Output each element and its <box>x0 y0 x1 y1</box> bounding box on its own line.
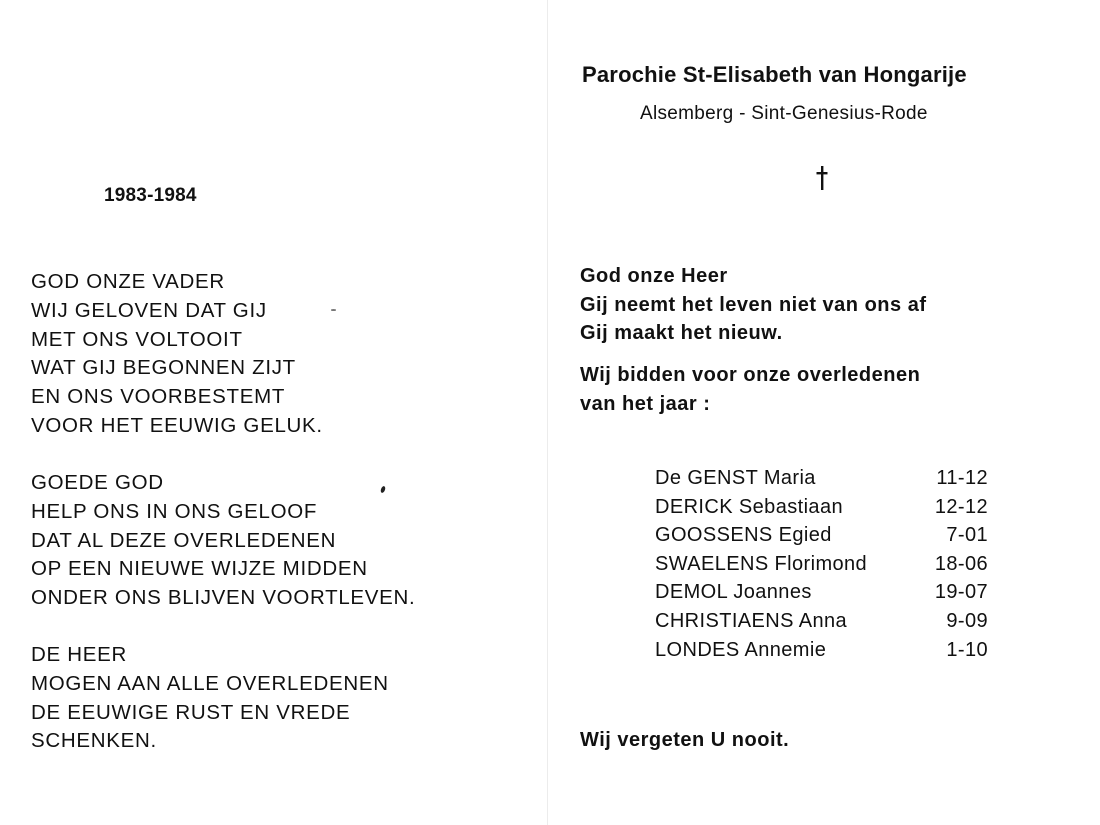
stanza-line: MET ONS VOLTOOIT <box>31 327 243 351</box>
parish-name: Parochie St-Elisabeth van Hongarije <box>582 62 967 87</box>
stanza-line: HELP ONS IN ONS GELOOF <box>31 499 318 523</box>
stanza-line: EN ONS VOORBESTEMT <box>31 385 286 409</box>
parish-location: Alsemberg - Sint-Genesius-Rode <box>640 103 928 124</box>
year-heading: 1983-1984 <box>104 185 197 206</box>
deceased-list <box>655 464 995 664</box>
deceased-date: 18-06 <box>934 552 988 575</box>
prayer-stanza-3 <box>31 641 389 756</box>
ink-speck <box>331 309 336 311</box>
deceased-date: 9-09 <box>946 609 988 632</box>
stanza-line: WAT GIJ BEGONNEN ZIJT <box>31 356 296 380</box>
deceased-name: De GENST Maria <box>655 467 816 489</box>
deceased-date: 1-10 <box>946 638 988 661</box>
cross-icon <box>815 166 829 190</box>
remembrance-intro <box>580 361 920 418</box>
deceased-entry <box>655 493 995 522</box>
prayer-line: Gij neemt het leven niet van ons af <box>580 293 927 316</box>
prayer-line: God onze Heer <box>580 265 728 287</box>
deceased-entry <box>655 521 995 550</box>
deceased-date: 7-01 <box>946 524 988 547</box>
prayer-stanza-2 <box>31 469 415 613</box>
stanza-line: DAT AL DEZE OVERLEDENEN <box>31 528 337 552</box>
deceased-name: GOOSSENS Egied <box>655 524 832 547</box>
stanza-line: GOD ONZE VADER <box>31 270 225 293</box>
intro-line: Wij bidden voor onze overledenen <box>580 364 921 386</box>
stanza-line: VOOR HET EEUWIG GELUK. <box>31 413 323 437</box>
deceased-entry <box>655 636 995 665</box>
deceased-name: DEMOL Joannes <box>655 581 812 604</box>
stanza-line: OP EEN NIEUWE WIJZE MIDDEN <box>31 557 368 581</box>
stanza-line: MOGEN AAN ALLE OVERLEDENEN <box>31 671 389 695</box>
deceased-date: 11-12 <box>936 467 988 489</box>
deceased-name: DERICK Sebastiaan <box>655 495 844 518</box>
stanza-line: ONDER ONS BLIJVEN VOORTLEVEN. <box>31 586 416 610</box>
deceased-date: 12-12 <box>934 495 988 518</box>
intro-line: van het jaar : <box>580 392 711 415</box>
deceased-name: CHRISTIAENS Anna <box>655 609 848 632</box>
deceased-date: 19-07 <box>934 581 988 604</box>
stanza-line: SCHENKEN. <box>31 729 157 753</box>
deceased-name: LONDES Annemie <box>655 638 827 661</box>
stanza-line: GOEDE GOD <box>31 471 164 494</box>
closing-line: Wij vergeten U nooit. <box>580 729 790 751</box>
deceased-name: SWAELENS Florimond <box>655 552 868 575</box>
deceased-entry <box>655 607 995 636</box>
stanza-line: DE HEER <box>31 643 128 666</box>
prayer-line: Gij maakt het nieuw. <box>580 322 783 344</box>
deceased-entry <box>655 578 995 607</box>
stanza-line: WIJ GELOVEN DAT GIJ <box>31 298 267 322</box>
prayer-stanza-1 <box>31 268 323 441</box>
stanza-line: DE EEUWIGE RUST EN VREDE <box>31 700 351 724</box>
deceased-entry <box>655 550 995 579</box>
deceased-entry <box>655 464 995 493</box>
prayer-text <box>580 262 926 348</box>
center-fold-line <box>547 0 548 825</box>
